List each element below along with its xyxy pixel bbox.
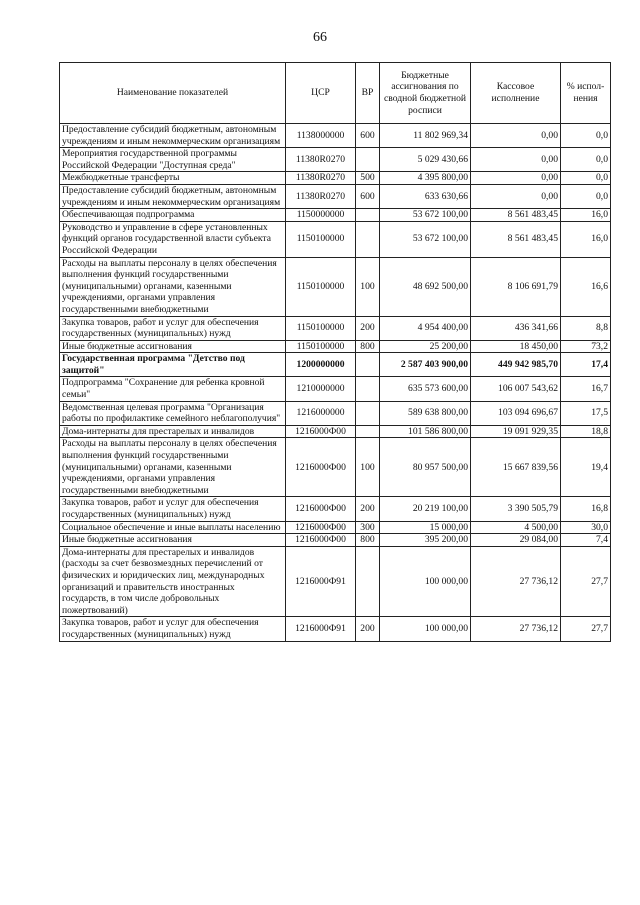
table-row — [60, 353, 611, 377]
row-pct: 16,8 — [561, 497, 611, 521]
row-pct: 0,0 — [561, 148, 611, 172]
row-csr: 1216000Ф00 — [286, 438, 356, 497]
row-csr: 1210000000 — [286, 377, 356, 401]
row-budget: 15 000,00 — [380, 521, 471, 534]
row-pct: 30,0 — [561, 521, 611, 534]
row-csr: 1216000Ф91 — [286, 617, 356, 641]
row-name: Подпрограмма "Сохранение для ребенка кровной семьи" — [60, 377, 286, 401]
row-vr: 600 — [356, 184, 380, 208]
row-csr: 11380R0270 — [286, 148, 356, 172]
header-csr: ЦСР — [286, 63, 356, 124]
page-number: 66 — [313, 30, 327, 45]
row-csr: 1216000Ф91 — [286, 546, 356, 617]
table-row — [60, 617, 611, 641]
table-row — [60, 521, 611, 534]
budget-table — [59, 62, 611, 642]
row-budget: 25 200,00 — [380, 340, 471, 353]
row-name: Дома-интернаты для престарелых и инвалидов — [60, 425, 286, 438]
row-cash: 0,00 — [471, 184, 561, 208]
row-name: Иные бюджетные ассигнования — [60, 340, 286, 353]
row-csr: 1150100000 — [286, 257, 356, 316]
row-cash: 27 736,12 — [471, 617, 561, 641]
row-name: Межбюджетные трансферты — [60, 172, 286, 185]
row-pct: 8,8 — [561, 316, 611, 340]
row-cash: 103 094 696,67 — [471, 401, 561, 425]
row-name: Дома-интернаты для престарелых и инвалидов (расходы за счет безвозмездных перечислений от физических и юридических лиц, международных организаций и правительств иностранных государств, в том числе добровольных пожертвований) — [60, 546, 286, 617]
table-row — [60, 257, 611, 316]
row-pct: 27,7 — [561, 617, 611, 641]
row-budget: 589 638 800,00 — [380, 401, 471, 425]
header-budget: Бюджетные ассигнования по сводной бюджетной росписи — [380, 63, 471, 124]
row-budget: 11 802 969,34 — [380, 124, 471, 148]
table-row — [60, 340, 611, 353]
row-cash: 19 091 929,35 — [471, 425, 561, 438]
row-csr: 1150100000 — [286, 340, 356, 353]
row-pct: 0,0 — [561, 172, 611, 185]
row-budget: 100 000,00 — [380, 617, 471, 641]
table-row — [60, 148, 611, 172]
row-cash: 106 007 543,62 — [471, 377, 561, 401]
row-cash: 8 106 691,79 — [471, 257, 561, 316]
row-vr — [356, 353, 380, 377]
row-pct: 7,4 — [561, 534, 611, 547]
row-csr: 1216000Ф00 — [286, 521, 356, 534]
row-pct: 16,0 — [561, 209, 611, 222]
row-csr: 1138000000 — [286, 124, 356, 148]
header-cash: Кассовое исполнение — [471, 63, 561, 124]
table-row — [60, 316, 611, 340]
row-csr: 1216000000 — [286, 401, 356, 425]
row-cash: 15 667 839,56 — [471, 438, 561, 497]
row-vr: 200 — [356, 316, 380, 340]
table-row — [60, 184, 611, 208]
row-csr: 11380R0270 — [286, 172, 356, 185]
row-budget: 635 573 600,00 — [380, 377, 471, 401]
table-row — [60, 221, 611, 257]
row-name: Иные бюджетные ассигнования — [60, 534, 286, 547]
header-vr: ВР — [356, 63, 380, 124]
row-name: Предоставление субсидий бюджетным, автономным учреждениям и иным некоммерческим организациям — [60, 184, 286, 208]
row-vr: 100 — [356, 438, 380, 497]
table-row — [60, 209, 611, 222]
row-pct: 18,8 — [561, 425, 611, 438]
row-name: Расходы на выплаты персоналу в целях обеспечения выполнения функций государственными (муниципальными) органами, казенными учреждениями, органами управления государственными внебюджетными — [60, 257, 286, 316]
row-csr: 1216000Ф00 — [286, 534, 356, 547]
table-row — [60, 534, 611, 547]
table-row — [60, 546, 611, 617]
row-pct: 0,0 — [561, 184, 611, 208]
table-header-row — [60, 63, 611, 124]
row-budget: 4 954 400,00 — [380, 316, 471, 340]
row-vr — [356, 377, 380, 401]
row-budget: 4 395 800,00 — [380, 172, 471, 185]
row-cash: 449 942 985,70 — [471, 353, 561, 377]
row-vr: 200 — [356, 497, 380, 521]
row-budget: 48 692 500,00 — [380, 257, 471, 316]
row-csr: 1216000Ф00 — [286, 497, 356, 521]
row-vr — [356, 209, 380, 222]
header-name: Наименование показателей — [60, 63, 286, 124]
row-vr: 100 — [356, 257, 380, 316]
row-name: Предоставление субсидий бюджетным, автономным учреждениям и иным некоммерческим организациям — [60, 124, 286, 148]
row-pct: 17,4 — [561, 353, 611, 377]
row-vr — [356, 425, 380, 438]
row-csr: 1216000Ф00 — [286, 425, 356, 438]
row-cash: 0,00 — [471, 172, 561, 185]
row-cash: 8 561 483,45 — [471, 209, 561, 222]
row-csr: 1150000000 — [286, 209, 356, 222]
row-vr — [356, 546, 380, 617]
table-row — [60, 438, 611, 497]
row-name: Ведомственная целевая программа "Организация работы по профилактике семейного неблагополучия" — [60, 401, 286, 425]
row-vr: 600 — [356, 124, 380, 148]
row-budget: 5 029 430,66 — [380, 148, 471, 172]
row-vr: 800 — [356, 340, 380, 353]
row-cash: 8 561 483,45 — [471, 221, 561, 257]
table-row — [60, 124, 611, 148]
row-vr: 800 — [356, 534, 380, 547]
row-name: Закупка товаров, работ и услуг для обеспечения государственных (муниципальных) нужд — [60, 316, 286, 340]
row-pct: 16,7 — [561, 377, 611, 401]
row-budget: 53 672 100,00 — [380, 221, 471, 257]
table-row — [60, 425, 611, 438]
row-pct: 19,4 — [561, 438, 611, 497]
row-pct: 0,0 — [561, 124, 611, 148]
row-cash: 27 736,12 — [471, 546, 561, 617]
row-budget: 2 587 403 900,00 — [380, 353, 471, 377]
row-name: Расходы на выплаты персоналу в целях обеспечения выполнения функций государственными (муниципальными) органами, казенными учреждениями, органами управления государственными внебюджетными — [60, 438, 286, 497]
row-cash: 436 341,66 — [471, 316, 561, 340]
row-cash: 0,00 — [471, 148, 561, 172]
row-budget: 20 219 100,00 — [380, 497, 471, 521]
row-name: Закупка товаров, работ и услуг для обеспечения государственных (муниципальных) нужд — [60, 497, 286, 521]
row-csr: 1200000000 — [286, 353, 356, 377]
row-vr — [356, 221, 380, 257]
table-body — [60, 124, 611, 642]
row-pct: 16,0 — [561, 221, 611, 257]
row-cash: 18 450,00 — [471, 340, 561, 353]
row-pct: 16,6 — [561, 257, 611, 316]
row-cash: 29 084,00 — [471, 534, 561, 547]
row-name: Социальное обеспечение и иные выплаты населению — [60, 521, 286, 534]
row-budget: 100 000,00 — [380, 546, 471, 617]
row-budget: 395 200,00 — [380, 534, 471, 547]
row-budget: 53 672 100,00 — [380, 209, 471, 222]
row-csr: 1150100000 — [286, 316, 356, 340]
row-csr: 11380R0270 — [286, 184, 356, 208]
row-vr: 300 — [356, 521, 380, 534]
header-pct: % испол-нения — [561, 63, 611, 124]
row-name: Государственная программа "Детство под защитой" — [60, 353, 286, 377]
row-vr — [356, 148, 380, 172]
row-name: Руководство и управление в сфере установленных функций органов государственной власти субъекта Российской Федерации — [60, 221, 286, 257]
row-budget: 101 586 800,00 — [380, 425, 471, 438]
row-csr: 1150100000 — [286, 221, 356, 257]
row-vr: 500 — [356, 172, 380, 185]
row-cash: 3 390 505,79 — [471, 497, 561, 521]
table-row — [60, 497, 611, 521]
row-pct: 27,7 — [561, 546, 611, 617]
row-pct: 73,2 — [561, 340, 611, 353]
row-budget: 80 957 500,00 — [380, 438, 471, 497]
row-cash: 4 500,00 — [471, 521, 561, 534]
row-name: Закупка товаров, работ и услуг для обеспечения государственных (муниципальных) нужд — [60, 617, 286, 641]
row-vr: 200 — [356, 617, 380, 641]
row-name: Обеспечивающая подпрограмма — [60, 209, 286, 222]
table-row — [60, 172, 611, 185]
table-row — [60, 401, 611, 425]
row-name: Мероприятия государственной программы Российской Федерации "Доступная среда" — [60, 148, 286, 172]
row-cash: 0,00 — [471, 124, 561, 148]
row-vr — [356, 401, 380, 425]
row-pct: 17,5 — [561, 401, 611, 425]
row-budget: 633 630,66 — [380, 184, 471, 208]
table-row — [60, 377, 611, 401]
